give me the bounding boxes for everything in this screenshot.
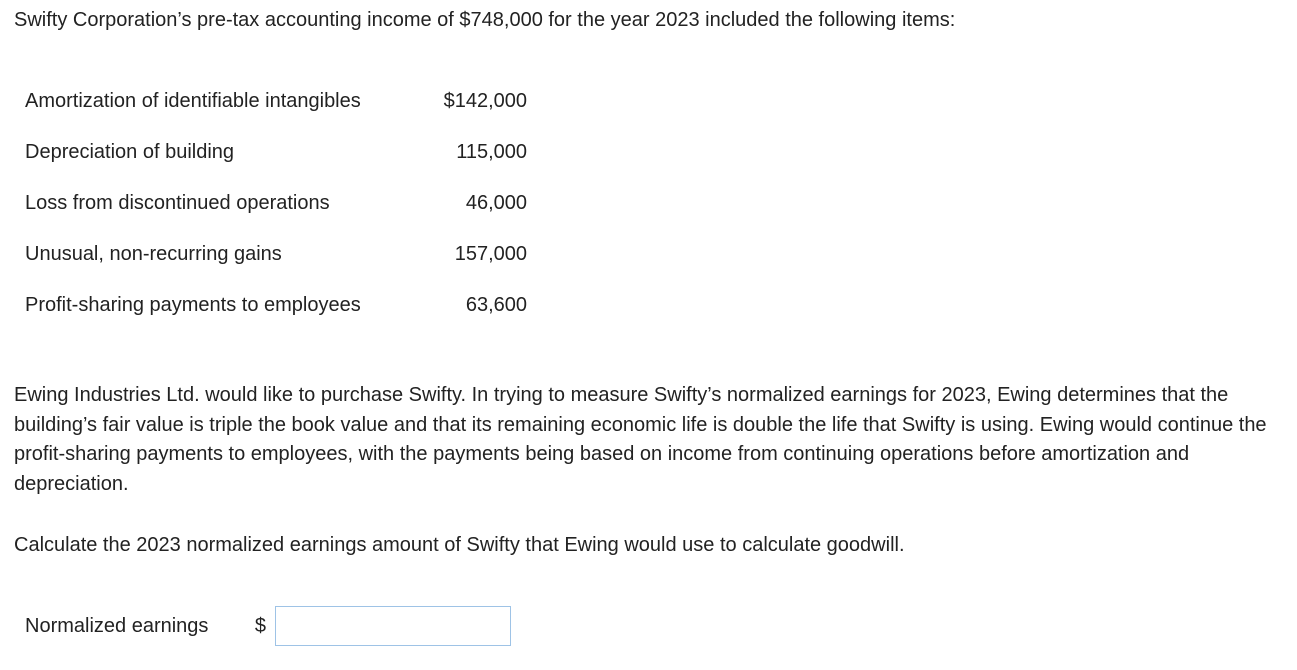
- normalized-earnings-input[interactable]: [275, 606, 511, 646]
- item-value: 157,000: [454, 243, 527, 265]
- item-value: 115,000: [456, 141, 527, 163]
- item-label: Amortization of identifiable intangibles: [25, 90, 361, 112]
- intro-text: Swifty Corporation’s pre-tax accounting income of $748,000 for the year 2023 included the following items:: [14, 9, 956, 31]
- item-label: Loss from discontinued operations: [25, 192, 330, 214]
- item-row: [25, 127, 545, 178]
- answer-label: Normalized earnings: [25, 614, 209, 637]
- item-value: 46,000: [465, 192, 527, 214]
- item-label: Profit-sharing payments to employees: [25, 294, 361, 316]
- answer-row: [25, 605, 511, 647]
- item-row: [25, 178, 545, 229]
- item-row: [25, 76, 545, 127]
- item-label: Depreciation of building: [25, 141, 235, 163]
- item-value: 63,600: [465, 294, 527, 316]
- scenario-paragraph: Ewing Industries Ltd. would like to purchase Swifty. In trying to measure Swifty’s normalized earnings for 2023, Ewing determines that the building’s fair value is triple the book value and that its remaining economic life is double the life that Swifty is using. Ewing would continue the profit-sharing payments to employees, with the payments being based on income from continuing operations before amortization and depreciation.: [14, 384, 1267, 496]
- item-row: [25, 280, 545, 331]
- question-text: Calculate the 2023 normalized earnings amount of Swifty that Ewing would use to calculate goodwill.: [14, 534, 905, 556]
- item-row: [25, 229, 545, 280]
- items-table: [25, 76, 545, 331]
- item-value: $142,000: [443, 90, 527, 112]
- item-label: Unusual, non-recurring gains: [25, 243, 282, 265]
- currency-symbol: $: [254, 614, 266, 637]
